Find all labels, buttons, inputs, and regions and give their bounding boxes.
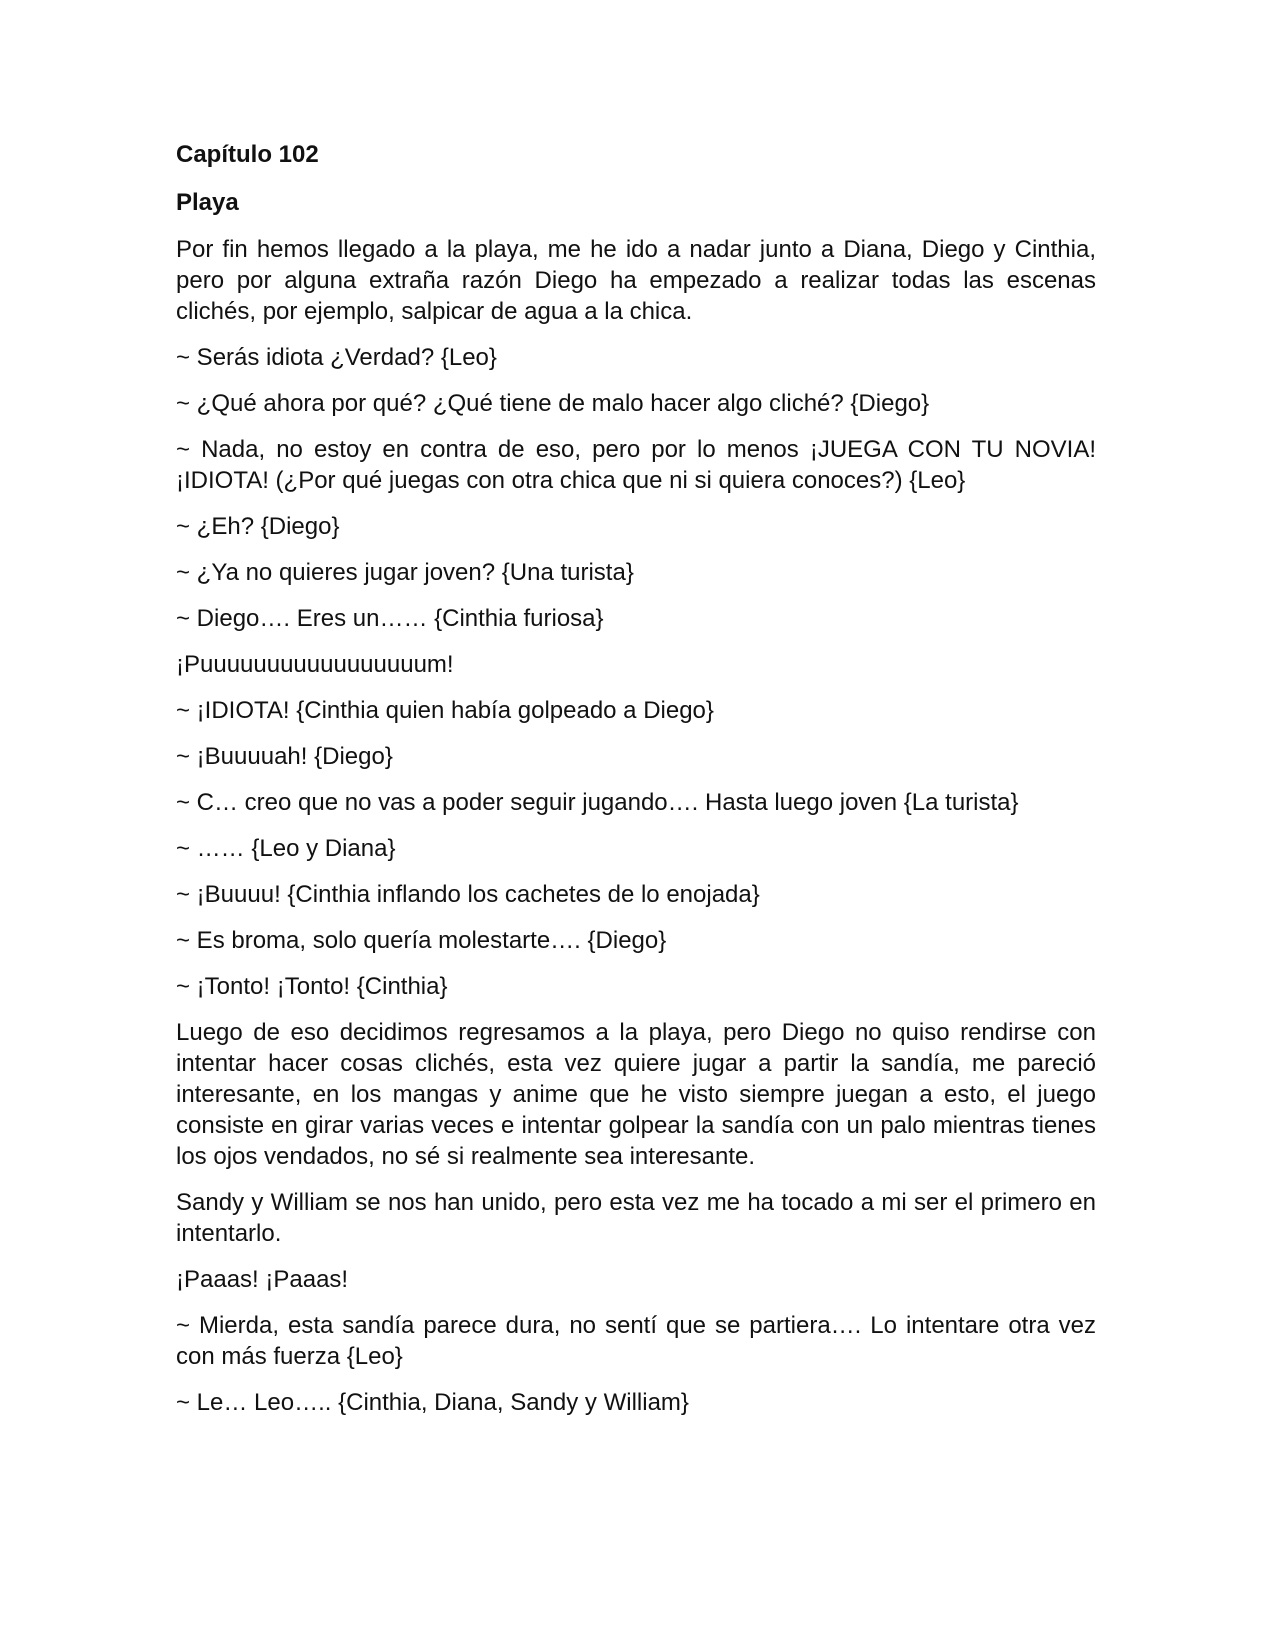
dialogue-line: ~ ¡Tonto! ¡Tonto! {Cinthia} (176, 973, 448, 1000)
paragraph: Sandy y William se nos han unido, pero esta vez me ha tocado a mi ser el primero en intentarlo. (176, 1189, 1096, 1247)
dialogue-line: ~ Es broma, solo quería molestarte…. {Diego} (176, 927, 667, 954)
sound-effect: ¡Puuuuuuuuuuuuuuuuum! (176, 651, 454, 678)
paragraph: Luego de eso decidimos regresamos a la playa, pero Diego no quiso rendirse con intentar hacer cosas clichés, esta vez quiere jugar a partir la sandía, me pareció interesante, en los mangas y anime que he visto siempre juegan a esto, el juego consiste en girar varias veces e intentar golpear la sandía con un palo mientras tienes los ojos vendados, no sé si realmente sea interesante. (176, 1019, 1096, 1170)
dialogue-line: ~ ¡IDIOTA! {Cinthia quien había golpeado a Diego} (176, 697, 714, 724)
dialogue-line: ~ Mierda, esta sandía parece dura, no sentí que se partiera…. Lo intentare otra vez con más fuerza {Leo} (176, 1312, 1096, 1370)
dialogue-line: ~ Serás idiota ¿Verdad? {Leo} (176, 344, 497, 371)
dialogue-line: ~ ¡Buuuuah! {Diego} (176, 743, 393, 770)
sound-effect: ¡Paaas! ¡Paaas! (176, 1266, 349, 1293)
dialogue-line: ~ ¿Qué ahora por qué? ¿Qué tiene de malo hacer algo cliché? {Diego} (176, 390, 930, 417)
dialogue-line: ~ ¡Buuuu! {Cinthia inflando los cachetes de lo enojada} (176, 881, 760, 908)
section-title: Playa (176, 189, 239, 216)
dialogue-line: ~ ¿Ya no quieres jugar joven? {Una turista} (176, 559, 634, 586)
document-page (176, 140, 1096, 1433)
dialogue-line: ~ Diego…. Eres un…… {Cinthia furiosa} (176, 605, 604, 632)
chapter-title: Capítulo 102 (176, 141, 319, 168)
dialogue-line: ~ …… {Leo y Diana} (176, 835, 396, 862)
dialogue-line: ~ C… creo que no vas a poder seguir jugando…. Hasta luego joven {La turista} (176, 789, 1019, 816)
dialogue-line: ~ Le… Leo….. {Cinthia, Diana, Sandy y William} (176, 1389, 689, 1416)
paragraph: Por fin hemos llegado a la playa, me he ido a nadar junto a Diana, Diego y Cinthia, pero por alguna extraña razón Diego ha empezado a realizar todas las escenas clichés, por ejemplo, salpicar de agua a la chica. (176, 236, 1096, 325)
dialogue-line: ~ ¿Eh? {Diego} (176, 513, 340, 540)
dialogue-line: ~ Nada, no estoy en contra de eso, pero por lo menos ¡JUEGA CON TU NOVIA! ¡IDIOTA! (¿Por qué juegas con otra chica que ni si quiera conoces?) {Leo} (176, 436, 1096, 494)
